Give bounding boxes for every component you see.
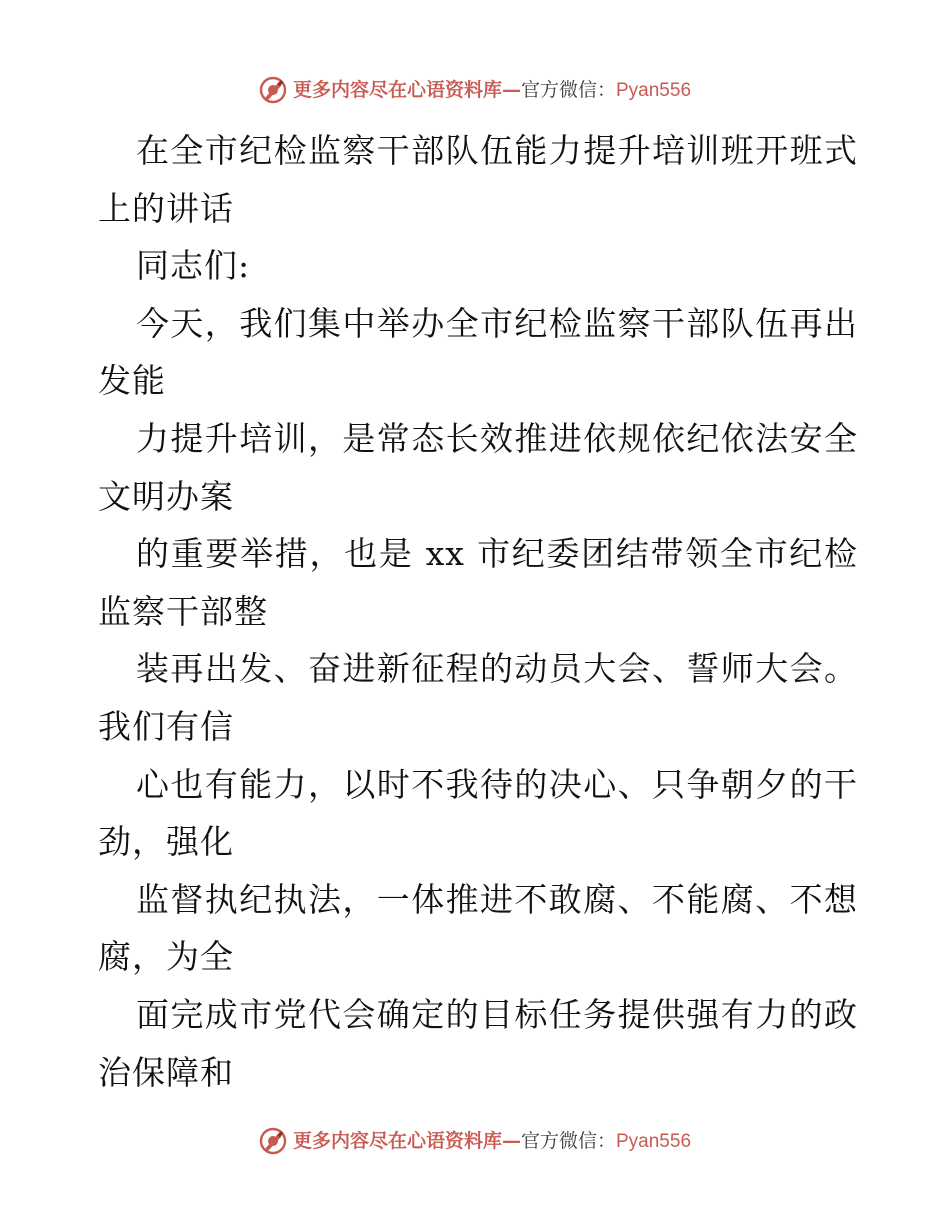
body-paragraph: 监督执纪执法，一体推进不敢腐、不能腐、不想腐，为全 bbox=[98, 879, 858, 977]
watermark-brand: 更多内容尽在心语资料库 bbox=[292, 78, 502, 101]
watermark-text bbox=[293, 1129, 691, 1154]
body-paragraph: 装再出发、奋进新征程的动员大会、誓师大会。我们有信 bbox=[98, 649, 858, 746]
watermark-official-label: 官方微信： bbox=[520, 78, 616, 101]
body-paragraph: 面完成市党代会确定的目标任务提供强有力的政治保障和 bbox=[98, 994, 858, 1092]
document-body bbox=[98, 122, 858, 1101]
body-paragraph: 心也有能力，以时不我待的决心、只争朝夕的干劲，强化 bbox=[98, 764, 858, 862]
watermark-separator: — bbox=[501, 1129, 521, 1152]
watermark-official-label: 官方微信： bbox=[520, 1129, 616, 1152]
body-paragraph: 今天，我们集中举办全市纪检监察干部队伍再出发能 bbox=[98, 303, 858, 401]
watermark-separator: — bbox=[501, 78, 521, 101]
watermark-account-id: Pyan556 bbox=[616, 1130, 692, 1152]
body-paragraph: 力提升培训，是常态长效推进依规依纪依法安全文明办案 bbox=[98, 418, 858, 516]
pen-logo-icon bbox=[259, 1127, 287, 1155]
pen-logo-icon bbox=[259, 76, 287, 104]
watermark-account-id: Pyan556 bbox=[616, 79, 692, 101]
body-paragraph: 的重要举措，也是 xx 市纪委团结带领全市纪检监察干部整 bbox=[98, 534, 858, 631]
watermark-text bbox=[293, 78, 691, 103]
document-title: 在全市纪检监察干部队伍能力提升培训班开班式上的讲话 bbox=[98, 131, 858, 228]
watermark-header bbox=[0, 76, 950, 104]
watermark-brand: 更多内容尽在心语资料库 bbox=[292, 1129, 502, 1152]
watermark-footer bbox=[0, 1127, 950, 1155]
salutation: 同志们: bbox=[136, 246, 251, 286]
